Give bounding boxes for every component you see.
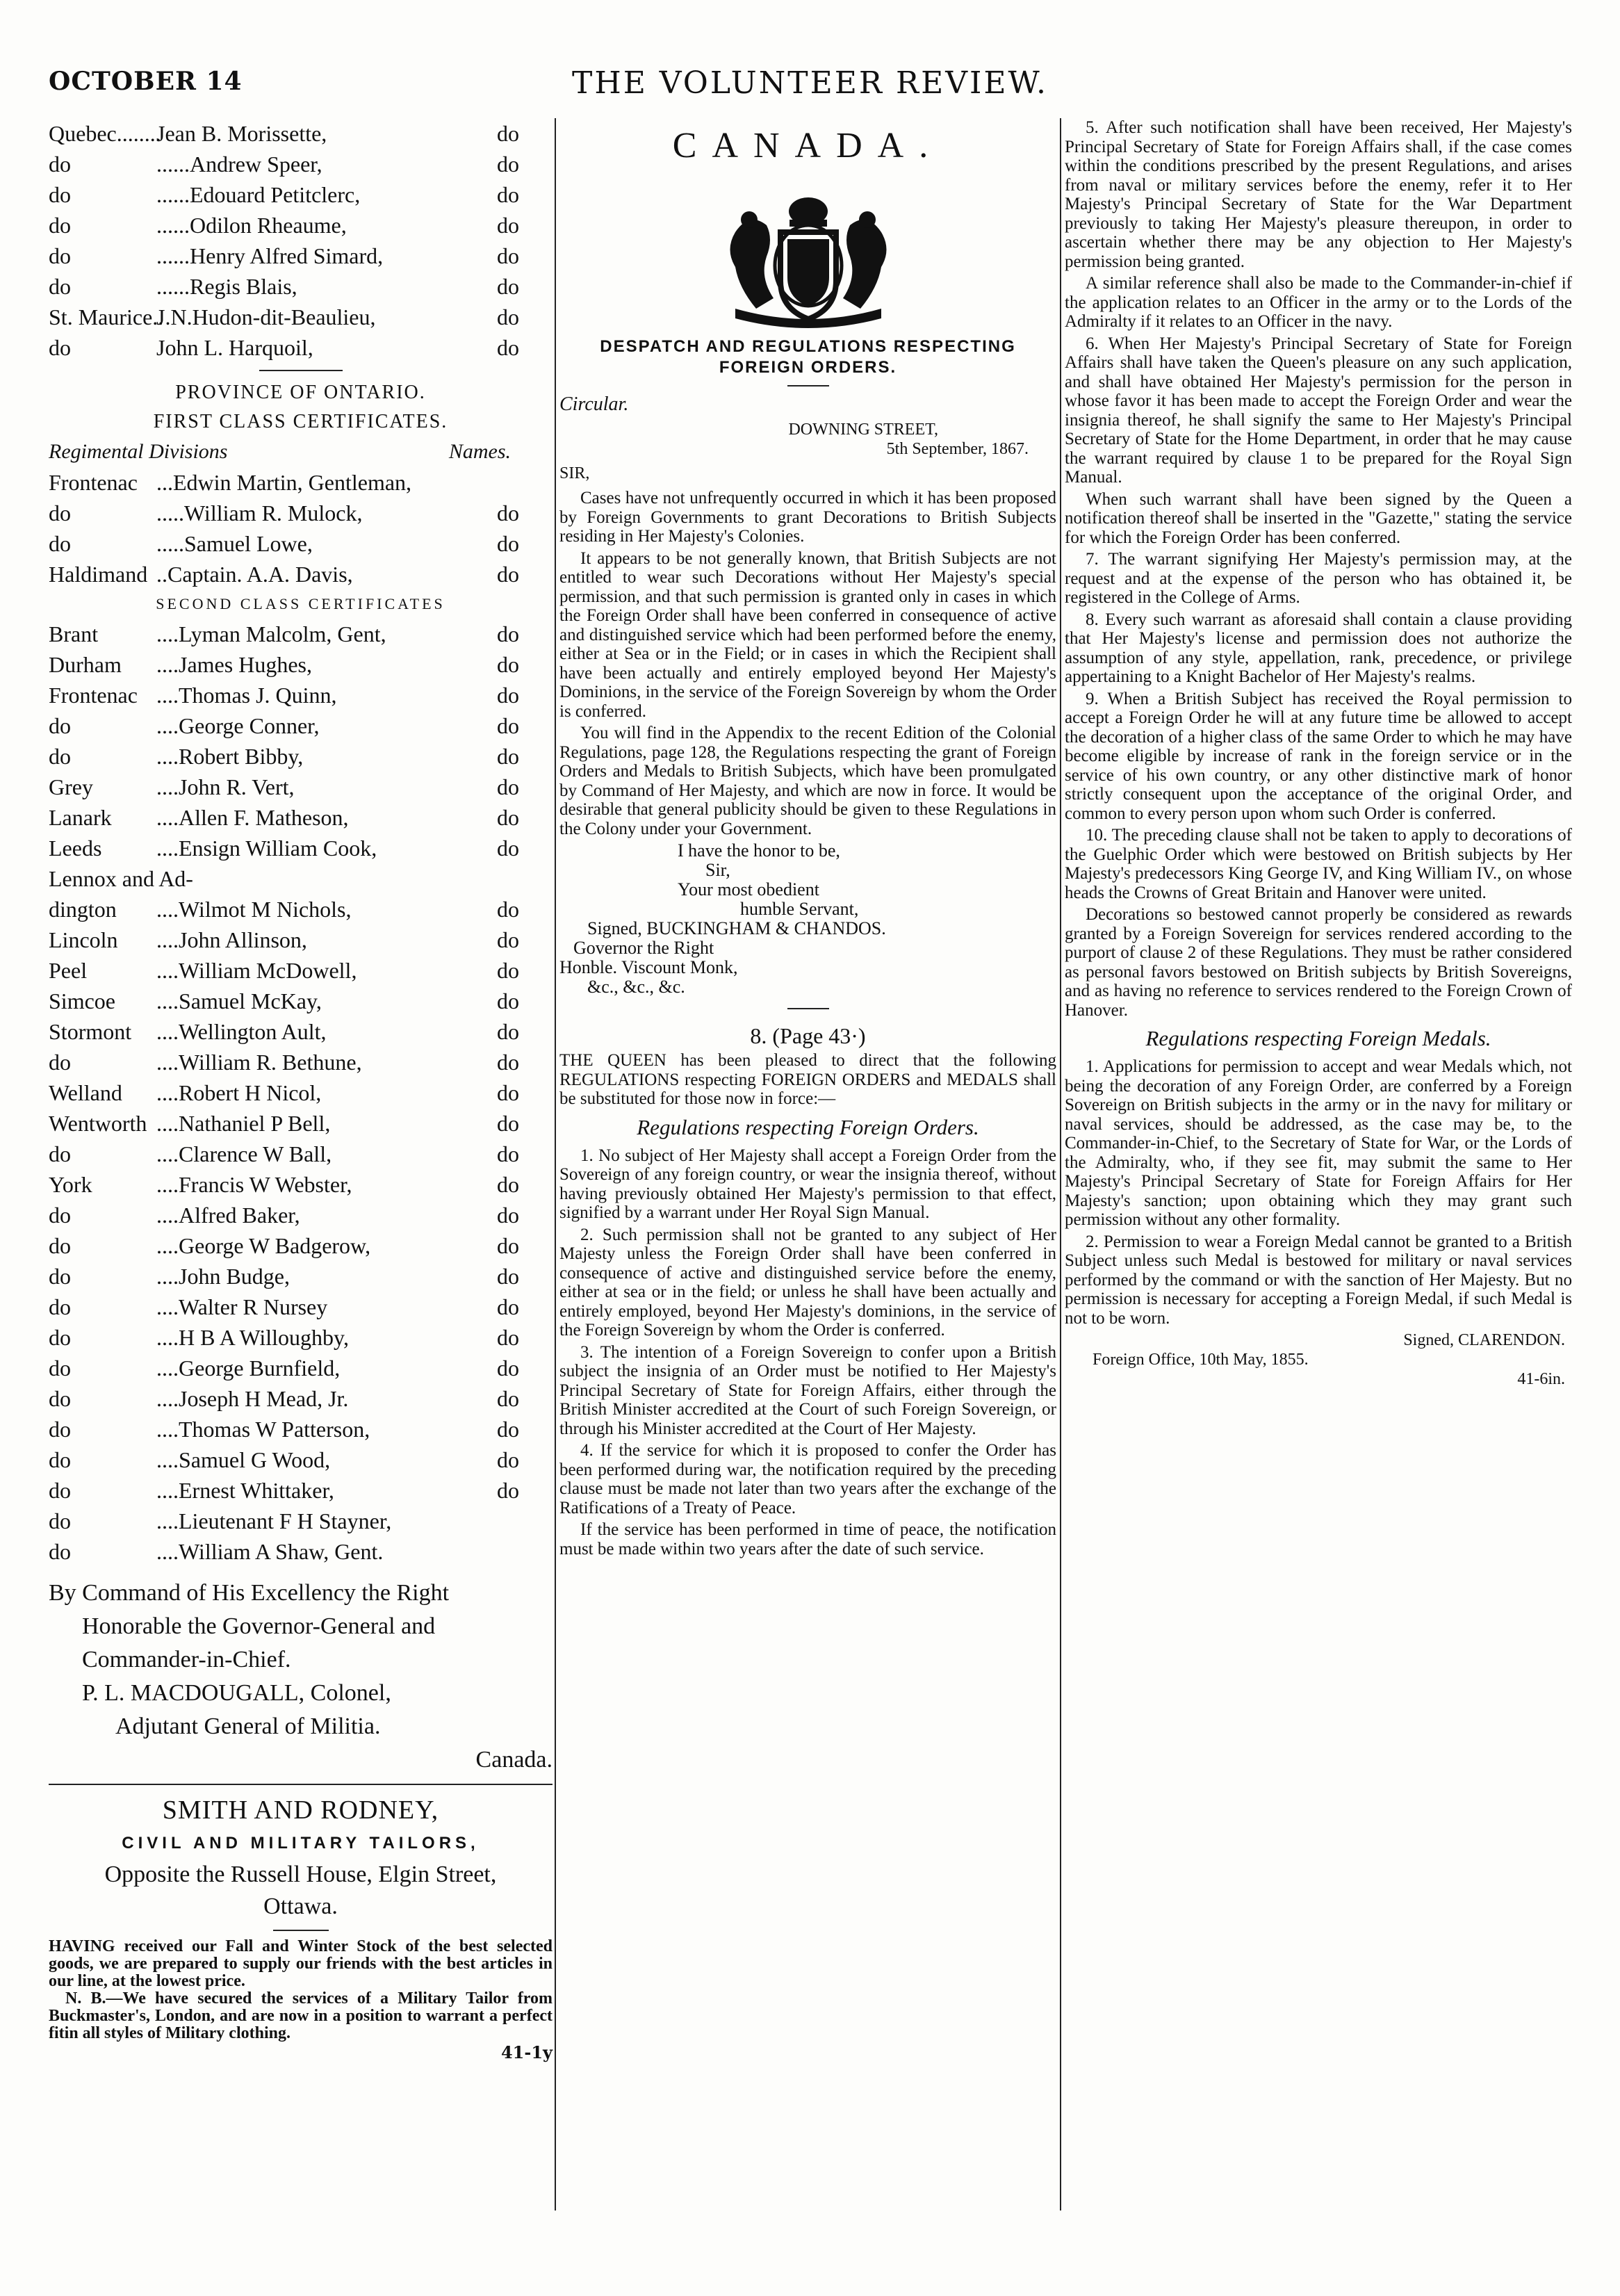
name-cell: ......Regis Blais, bbox=[156, 274, 297, 299]
regulation-clause: 1. No subject of Her Majesty shall accept a Foreign Order from the Sovereign of any foreign country, or wear the insignia thereof, without having previously obtained Her Majesty's permission to that effect, signified by a warrant under Her Royal Sign Manual. bbox=[559, 1146, 1056, 1222]
name-cell: ....Ensign William Cook, bbox=[156, 836, 377, 861]
division-cell: do bbox=[49, 1447, 71, 1472]
closing-line: I have the honor to be, bbox=[678, 840, 840, 861]
column-3 bbox=[1065, 118, 1572, 1389]
list-row bbox=[49, 1353, 553, 1383]
ditto-cell bbox=[497, 467, 553, 498]
ditto-cell: do bbox=[497, 897, 519, 922]
division-cell: do bbox=[49, 1539, 71, 1564]
regulation-clause: 9. When a British Subject has received the Royal permission to accept a Foreign Order he will at any future time be allowed to accept the decoration of a higher class of the same Order to which he may have become eligible by increase of rank in the foreign service or in the service of his own country, or any other distinctive mark of honor strictly consequent upon the acceptance of the original Order, and common to every person upon whom such Order is conferred. bbox=[1065, 689, 1572, 823]
regulation-clause: 7. The warrant signifying Her Majesty's permission may, at the request and at the expense of the person who has obtained it, be registered in the College of Arms. bbox=[1065, 550, 1572, 607]
canada-heading: CANADA. bbox=[672, 126, 944, 165]
division-cell: do bbox=[49, 1264, 71, 1289]
circular-label: Circular. bbox=[559, 393, 629, 415]
ditto-cell: do bbox=[497, 243, 519, 268]
list-row bbox=[49, 986, 553, 1016]
divider bbox=[49, 1784, 553, 1785]
name-cell: ....Clarence W Ball, bbox=[156, 1141, 332, 1166]
regulations-intro: THE QUEEN has been pleased to direct that the following REGULATIONS respecting FOREIGN ORDERS and MEDALS shall be substituted for those now in force:— bbox=[559, 1051, 1056, 1108]
divider bbox=[787, 1008, 829, 1009]
column-1 bbox=[49, 118, 553, 2062]
names-label: Names. bbox=[448, 440, 511, 463]
ditto-cell: do bbox=[497, 652, 519, 677]
ditto-cell: do bbox=[497, 1050, 519, 1075]
division-cell: Lennox and Ad- bbox=[49, 866, 193, 891]
ditto-cell: do bbox=[497, 182, 519, 207]
name-cell: ....John R. Vert, bbox=[156, 774, 295, 799]
name-cell: J.N.Hudon-dit-Beaulieu, bbox=[156, 304, 376, 329]
name-cell: ..Captain. A.A. Davis, bbox=[156, 562, 353, 587]
divider bbox=[273, 1930, 329, 1931]
list-row bbox=[49, 1475, 553, 1506]
closing-line: Your most obedient bbox=[678, 879, 819, 899]
ditto-cell: do bbox=[497, 1203, 519, 1228]
division-cell: do bbox=[49, 274, 71, 299]
division-cell: do bbox=[49, 1478, 71, 1503]
foreign-office-date: Foreign Office, 10th May, 1855. bbox=[1093, 1351, 1309, 1369]
list-row bbox=[49, 649, 553, 680]
list-row bbox=[49, 528, 553, 559]
ditto-cell: do bbox=[497, 304, 519, 329]
ad-note: N. B.—We have secured the services of a Military Tailor from Buckmaster's, London, and are now in a position to warrant a perfect fitin all styles of Military clothing. bbox=[49, 1989, 553, 2042]
division-cell: St. Maurice.. bbox=[49, 304, 164, 329]
division-cell: do bbox=[49, 1355, 71, 1381]
list-row bbox=[49, 925, 553, 955]
province-heading: PROVINCE OF ONTARIO. bbox=[175, 382, 426, 403]
name-cell: ....William McDowell, bbox=[156, 958, 357, 983]
list-row bbox=[49, 118, 553, 149]
name-cell: ....Lyman Malcolm, Gent, bbox=[156, 621, 386, 646]
ditto-cell: do bbox=[497, 713, 519, 738]
division-cell: do bbox=[49, 531, 71, 556]
ad-text: HAVING received our Fall and Winter Stock of the best selected goods, we are prepared to supply our friends with the best articles in our line, at the lowest price. bbox=[49, 1937, 553, 1990]
ditto-cell: do bbox=[497, 562, 519, 587]
list-row bbox=[49, 710, 553, 741]
list-row bbox=[49, 863, 553, 894]
name-cell: ....H B A Willoughby, bbox=[156, 1325, 349, 1350]
regulation-clause: 1. Applications for permission to accept and wear Medals which, not being the decoration of any Foreign Order, are conferred by a Foreign Sovereign on British subjects in the army or in the navy for military or naval services, should be addressed, as the case may be, to the Commander-in-Chief, to the Secretary of State for War, or the Lords of the Admiralty, who, if they see fit, may submit the same to Her Majesty's Principal Secretary of State for Foreign Affairs for Her Majesty's sanction; upon obtaining which they may grant such permission without any other formality. bbox=[1065, 1057, 1572, 1229]
division-cell: Lincoln bbox=[49, 927, 118, 952]
regulation-clause: Decorations so bestowed cannot properly be considered as rewards granted by a Foreign Sovereign for services rendered according to the purport of clause 2 of these Regulations. They must be rather considered as personal favors bestowed on British subjects by British Sovereigns, and as having no reference to services rendered to the Foreign Crown of Hanover. bbox=[1065, 905, 1572, 1020]
regulation-clause: 2. Such permission shall not be granted to any subject of Her Majesty unless the Foreign Order shall have been conferred in consequence of active and distinguished service before the enemy, either at sea or in the field; or unless he shall have been actually and entirely employed, beyond Her Majesty's dominions, in the service of the Foreign Sovereign by whom the Order is conferred. bbox=[559, 1225, 1056, 1340]
name-cell: ....George W Badgerow, bbox=[156, 1233, 371, 1258]
ditto-cell: do bbox=[497, 1080, 519, 1105]
division-cell: Grey bbox=[49, 774, 93, 799]
division-cell: do bbox=[49, 1203, 71, 1228]
list-row bbox=[49, 680, 553, 710]
ditto-cell bbox=[497, 1536, 553, 1567]
name-cell: ....George Burnfield, bbox=[156, 1355, 341, 1381]
ad-subtitle: CIVIL AND MILITARY TAILORS, bbox=[122, 1834, 480, 1853]
ditto-cell: do bbox=[497, 213, 519, 238]
list-row bbox=[49, 1261, 553, 1292]
first-class-list bbox=[49, 467, 553, 589]
column-2 bbox=[559, 118, 1056, 1561]
ad-city: Ottawa. bbox=[263, 1894, 338, 1919]
ditto-cell: do bbox=[497, 531, 519, 556]
command-place: Canada. bbox=[475, 1747, 553, 1773]
ditto-cell: do bbox=[497, 988, 519, 1013]
quebec-list bbox=[49, 118, 553, 363]
ditto-cell: do bbox=[497, 683, 519, 708]
name-cell: ......Odilon Rheaume, bbox=[156, 213, 347, 238]
list-row bbox=[49, 271, 553, 302]
regulation-clause: 6. When Her Majesty's Principal Secretary of State for Foreign Affairs shall have taken the Queen's pleasure on any such application, and shall have obtained Her Majesty's permission for the person in whose favor it has been made to accept the Foreign Order and wear the insignia thereof, he shall signify the same to Her Majesty's Principal Secretary of State for the Home Department, in order that he may cause the warrant required by clause 1 to be prepared for the Royal Sign Manual. bbox=[1065, 334, 1572, 487]
list-column-headers bbox=[49, 437, 553, 467]
name-cell: ....Robert Bibby, bbox=[156, 744, 304, 769]
list-row bbox=[49, 1414, 553, 1444]
ditto-cell: do bbox=[497, 1417, 519, 1442]
name-cell: ....Ernest Whittaker, bbox=[156, 1478, 334, 1503]
command-line: Commander-in-Chief. bbox=[82, 1647, 291, 1672]
name-cell: ....Thomas J. Quinn, bbox=[156, 683, 337, 708]
division-cell: do bbox=[49, 1141, 71, 1166]
list-row bbox=[49, 955, 553, 986]
list-row bbox=[49, 1506, 553, 1536]
list-row bbox=[49, 1536, 553, 1567]
ad-footer bbox=[49, 2042, 553, 2062]
name-cell: ....Joseph H Mead, Jr. bbox=[156, 1386, 349, 1411]
notice-code: 41-6in. bbox=[1517, 1370, 1565, 1388]
ditto-cell: do bbox=[497, 621, 519, 646]
address-date: 5th September, 1867. bbox=[886, 440, 1029, 458]
ad-title: SMITH AND RODNEY, bbox=[162, 1796, 439, 1825]
name-cell: ......Edouard Petitclerc, bbox=[156, 182, 361, 207]
ditto-cell: do bbox=[497, 1386, 519, 1411]
list-row bbox=[49, 1444, 553, 1475]
list-row bbox=[49, 1230, 553, 1261]
salutation: SIR, bbox=[559, 464, 590, 482]
list-row bbox=[49, 1200, 553, 1230]
closing-line: humble Servant, bbox=[740, 899, 859, 919]
column-rule-right bbox=[1060, 118, 1061, 2210]
divider bbox=[787, 385, 829, 386]
list-row bbox=[49, 1169, 553, 1200]
division-cell: do bbox=[49, 243, 71, 268]
ditto-cell: do bbox=[497, 1264, 519, 1289]
second-class-list bbox=[49, 619, 553, 1567]
list-row bbox=[49, 833, 553, 863]
division-cell: Welland bbox=[49, 1080, 122, 1105]
name-cell: ....Walter R Nursey bbox=[156, 1294, 328, 1319]
list-row bbox=[49, 1383, 553, 1414]
name-cell: ....George Conner, bbox=[156, 713, 320, 738]
name-cell: ...Edwin Martin, Gentleman, bbox=[156, 470, 412, 495]
list-row bbox=[49, 1108, 553, 1139]
list-row bbox=[49, 241, 553, 271]
command-signature: P. L. MACDOUGALL, Colonel, bbox=[82, 1680, 391, 1706]
column-rule-left bbox=[555, 118, 556, 2210]
closing-line: Sir, bbox=[705, 860, 730, 880]
name-cell: ....William R. Bethune, bbox=[156, 1050, 362, 1075]
regulation-clause: 10. The preceding clause shall not be taken to apply to decorations of the Guelphic Order which were bestowed on British subjects by Her Majesty's predecessors King George IV, and King William IV., on whose heads the Crowns of Great Britain and Hanover were united. bbox=[1065, 826, 1572, 902]
list-row bbox=[49, 210, 553, 241]
name-cell: Jean B. Morissette, bbox=[156, 121, 327, 146]
division-cell: do bbox=[49, 152, 71, 177]
division-cell: Peel bbox=[49, 958, 88, 983]
list-row bbox=[49, 559, 553, 589]
regimental-divisions-label: Regimental Divisions bbox=[49, 440, 228, 463]
ditto-cell bbox=[497, 863, 553, 894]
division-cell: Quebec........ bbox=[49, 121, 161, 146]
division-cell: do bbox=[49, 1325, 71, 1350]
page-reference: 8. (Page 43·) bbox=[750, 1023, 866, 1048]
name-cell: ....James Hughes, bbox=[156, 652, 312, 677]
regulation-clause: 8. Every such warrant as aforesaid shall contain a clause providing that Her Majesty's license and permission does not authorize the assumption of any style, appellation, rank, precedence, or privilege appertaining to a Knight Bachelor of Her Majesty's realms. bbox=[1065, 610, 1572, 686]
division-cell: do bbox=[49, 182, 71, 207]
list-row bbox=[49, 498, 553, 528]
despatch-signature: Signed, BUCKINGHAM & CHANDOS. bbox=[587, 918, 886, 938]
division-cell: Wentworth bbox=[49, 1111, 147, 1136]
ditto-cell: do bbox=[497, 1111, 519, 1136]
division-cell: do bbox=[49, 1294, 71, 1319]
name-cell: ....Lieutenant F H Stayner, bbox=[156, 1508, 392, 1533]
regulation-clause: When such warrant shall have been signed by the Queen a notification thereof shall be inserted in the "Gazette," stating the service for which the Foreign Order has been conferred. bbox=[1065, 489, 1572, 547]
name-cell: .....William R. Mulock, bbox=[156, 500, 363, 526]
page-header bbox=[49, 67, 1571, 108]
ditto-cell: do bbox=[497, 1294, 519, 1319]
addressee-line: &c., &c., &c. bbox=[587, 977, 685, 997]
addressee-line: Honble. Viscount Monk, bbox=[559, 957, 738, 977]
regulation-clause: 4. If the service for which it is proposed to confer the Order has been performed during war, the notification required by the preceding clause must be made not later than two years after the exchange of the Ratifications of a Treaty of Peace. bbox=[559, 1441, 1056, 1517]
name-cell: ....Wellington Ault, bbox=[156, 1019, 327, 1044]
name-cell: ....Alfred Baker, bbox=[156, 1203, 300, 1228]
name-cell: ....Samuel McKay, bbox=[156, 988, 322, 1013]
foreign-orders-heading: Regulations respecting Foreign Orders. bbox=[637, 1114, 979, 1139]
division-cell: Frontenac bbox=[49, 470, 138, 495]
list-row bbox=[49, 772, 553, 802]
ditto-cell: do bbox=[497, 958, 519, 983]
division-cell: do bbox=[49, 1508, 71, 1533]
ditto-cell: do bbox=[497, 1325, 519, 1350]
despatch-paragraph: You will find in the Appendix to the recent Edition of the Colonial Regulations, page 128, the Regulations respecting the grant of Foreign Orders and Medals to British Subjects, which have been promulgated by Command of Her Majesty, and which are now in force. It would be desirable that general publicity should be given to these Regulations in the Colony under your Government. bbox=[559, 724, 1056, 838]
name-cell: ....Thomas W Patterson, bbox=[156, 1417, 370, 1442]
division-cell: do bbox=[49, 1233, 71, 1258]
ditto-cell: do bbox=[497, 1019, 519, 1044]
ditto-cell: do bbox=[497, 274, 519, 299]
ditto-cell: do bbox=[497, 1141, 519, 1166]
ad-code: 41-1y bbox=[500, 2042, 553, 2062]
list-row bbox=[49, 179, 553, 210]
division-cell: Durham bbox=[49, 652, 122, 677]
issue-date: OCTOBER 14 bbox=[49, 67, 243, 96]
name-cell: ....Wilmot M Nichols, bbox=[156, 897, 352, 922]
division-cell: do bbox=[49, 713, 71, 738]
name-cell bbox=[156, 863, 497, 894]
addressee-line: Governor the Right bbox=[573, 938, 714, 958]
list-row bbox=[49, 1292, 553, 1322]
ditto-cell: do bbox=[497, 1172, 519, 1197]
command-line: Honorable the Governor-General and bbox=[82, 1613, 436, 1639]
name-cell: .....Samuel Lowe, bbox=[156, 531, 313, 556]
division-cell: Lanark bbox=[49, 805, 112, 830]
division-cell: York bbox=[49, 1172, 92, 1197]
division-cell: do bbox=[49, 1050, 71, 1075]
ditto-cell: do bbox=[497, 121, 519, 146]
ditto-cell: do bbox=[497, 774, 519, 799]
ditto-cell: do bbox=[497, 1478, 519, 1503]
name-cell: ....Allen F. Matheson, bbox=[156, 805, 349, 830]
ditto-cell: do bbox=[497, 1233, 519, 1258]
command-line: By Command of His Excellency the Right bbox=[49, 1580, 450, 1606]
regulation-clause: 3. The intention of a Foreign Sovereign to confer upon a British subject the insignia of an Order must be notified to Her Majesty's Principal Secretary of State for Foreign Affairs, either through the British Minister accredited at the Court of such Foreign Sovereign, or through his Minister accredited at the Court of Her Majesty. bbox=[559, 1342, 1056, 1438]
division-cell: Brant bbox=[49, 621, 99, 646]
division-cell: do bbox=[49, 1417, 71, 1442]
regulation-clause: 5. After such notification shall have been received, Her Majesty's Principal Secretary of State for Foreign Affairs shall, if the case comes within the conditions prescribed by the present Regulations, and arises from naval or military services before the enemy, refer it to Her Majesty's Principal Secretary of State for the War Department previously to taking Her Majesty's pleasure thereupon, in order to ascertain whether there may be any objection to Her Majesty's permission being granted. bbox=[1065, 118, 1572, 271]
list-row bbox=[49, 619, 553, 649]
paper-title: THE VOLUNTEER REVIEW. bbox=[571, 65, 1049, 101]
ditto-cell: do bbox=[497, 500, 519, 526]
despatch-paragraph: It appears to be not generally known, that British Subjects are not entitled to wear such Decorations without Her Majesty's special permission, and that such permission is granted only in cases in which the Foreign Order shall have been conferred in consequence of active and distinguished service which had been performed before the enemy, either at Sea or in the Field; or in cases in which the Recipient shall have been actually and entirely employed beyond Her Majesty's Dominions, in the service of the Foreign Sovereign by whom the Order is conferred. bbox=[559, 548, 1056, 721]
division-cell: Simcoe bbox=[49, 988, 115, 1013]
command-title: Adjutant General of Militia. bbox=[115, 1713, 381, 1739]
ditto-cell bbox=[497, 1506, 553, 1536]
list-row bbox=[49, 332, 553, 363]
clarendon-signature: Signed, CLARENDON. bbox=[1403, 1331, 1565, 1349]
regulation-clause: If the service has been performed in time of peace, the notification must be made within two years after the date of such service. bbox=[559, 1520, 1056, 1558]
ditto-cell: do bbox=[497, 836, 519, 861]
division-cell: dington bbox=[49, 897, 117, 922]
name-cell: ....John Budge, bbox=[156, 1264, 290, 1289]
divider bbox=[259, 370, 343, 371]
list-row bbox=[49, 741, 553, 772]
division-cell: do bbox=[49, 213, 71, 238]
tailor-advertisement bbox=[49, 1792, 553, 2062]
division-cell: Haldimand bbox=[49, 562, 148, 587]
name-cell: ....William A Shaw, Gent. bbox=[156, 1539, 384, 1564]
division-cell: Frontenac bbox=[49, 683, 138, 708]
list-row bbox=[49, 1077, 553, 1108]
ditto-cell: do bbox=[497, 1355, 519, 1381]
ditto-cell: do bbox=[497, 805, 519, 830]
list-row bbox=[49, 467, 553, 498]
name-cell: ....John Allinson, bbox=[156, 927, 307, 952]
ditto-cell: do bbox=[497, 1447, 519, 1472]
despatch-heading: DESPATCH AND REGULATIONS RESPECTING FOREIGN ORDERS. bbox=[600, 337, 1016, 377]
ad-address: Opposite the Russell House, Elgin Street, bbox=[104, 1862, 497, 1887]
ditto-cell: do bbox=[497, 335, 519, 360]
address-street: DOWNING STREET, bbox=[788, 421, 938, 439]
list-row bbox=[49, 1139, 553, 1169]
second-class-heading: SECOND CLASS CERTIFICATES bbox=[156, 595, 445, 612]
name-cell: ....Robert H Nicol, bbox=[156, 1080, 322, 1105]
list-row bbox=[49, 1047, 553, 1077]
name-cell: ......Andrew Speer, bbox=[156, 152, 322, 177]
list-row bbox=[49, 1322, 553, 1353]
division-cell: Leeds bbox=[49, 836, 102, 861]
division-cell: do bbox=[49, 744, 71, 769]
name-cell: ....Francis W Webster, bbox=[156, 1172, 352, 1197]
list-row bbox=[49, 149, 553, 179]
despatch-paragraph: Cases have not unfrequently occurred in which it has been proposed by Foreign Governments to grant Decorations to British Subjects residing in Her Majesty's Colonies. bbox=[559, 489, 1056, 546]
ditto-cell: do bbox=[497, 927, 519, 952]
list-row bbox=[49, 1016, 553, 1047]
command-block bbox=[49, 1577, 553, 1777]
ditto-cell: do bbox=[497, 744, 519, 769]
list-row bbox=[49, 302, 553, 332]
division-cell: do bbox=[49, 335, 71, 360]
name-cell: ....Nathaniel P Bell, bbox=[156, 1111, 331, 1136]
foreign-medals-heading: Regulations respecting Foreign Medals. bbox=[1145, 1026, 1491, 1050]
list-row bbox=[49, 894, 553, 925]
division-cell: Stormont bbox=[49, 1019, 132, 1044]
royal-coat-of-arms-icon bbox=[707, 184, 909, 329]
regulation-clause: 2. Permission to wear a Foreign Medal cannot be granted to a British Subject unless such Medal is bestowed for military or naval services performed by the command or with the sanction of Her Majesty. But no permission is necessary for accepting a Foreign Medal, if such Medal is not to be worn. bbox=[1065, 1232, 1572, 1328]
division-cell: do bbox=[49, 1386, 71, 1411]
ditto-cell: do bbox=[497, 152, 519, 177]
list-row bbox=[49, 802, 553, 833]
first-class-heading: FIRST CLASS CERTIFICATES. bbox=[153, 411, 448, 432]
division-cell: do bbox=[49, 500, 71, 526]
name-cell: ....Samuel G Wood, bbox=[156, 1447, 331, 1472]
name-cell: John L. Harquoil, bbox=[156, 335, 313, 360]
name-cell: ......Henry Alfred Simard, bbox=[156, 243, 384, 268]
regulation-clause: A similar reference shall also be made to the Commander-in-chief if the application relates to an Officer in the army or to the Lords of the Admiralty if it relates to an Officer in the navy. bbox=[1065, 274, 1572, 331]
